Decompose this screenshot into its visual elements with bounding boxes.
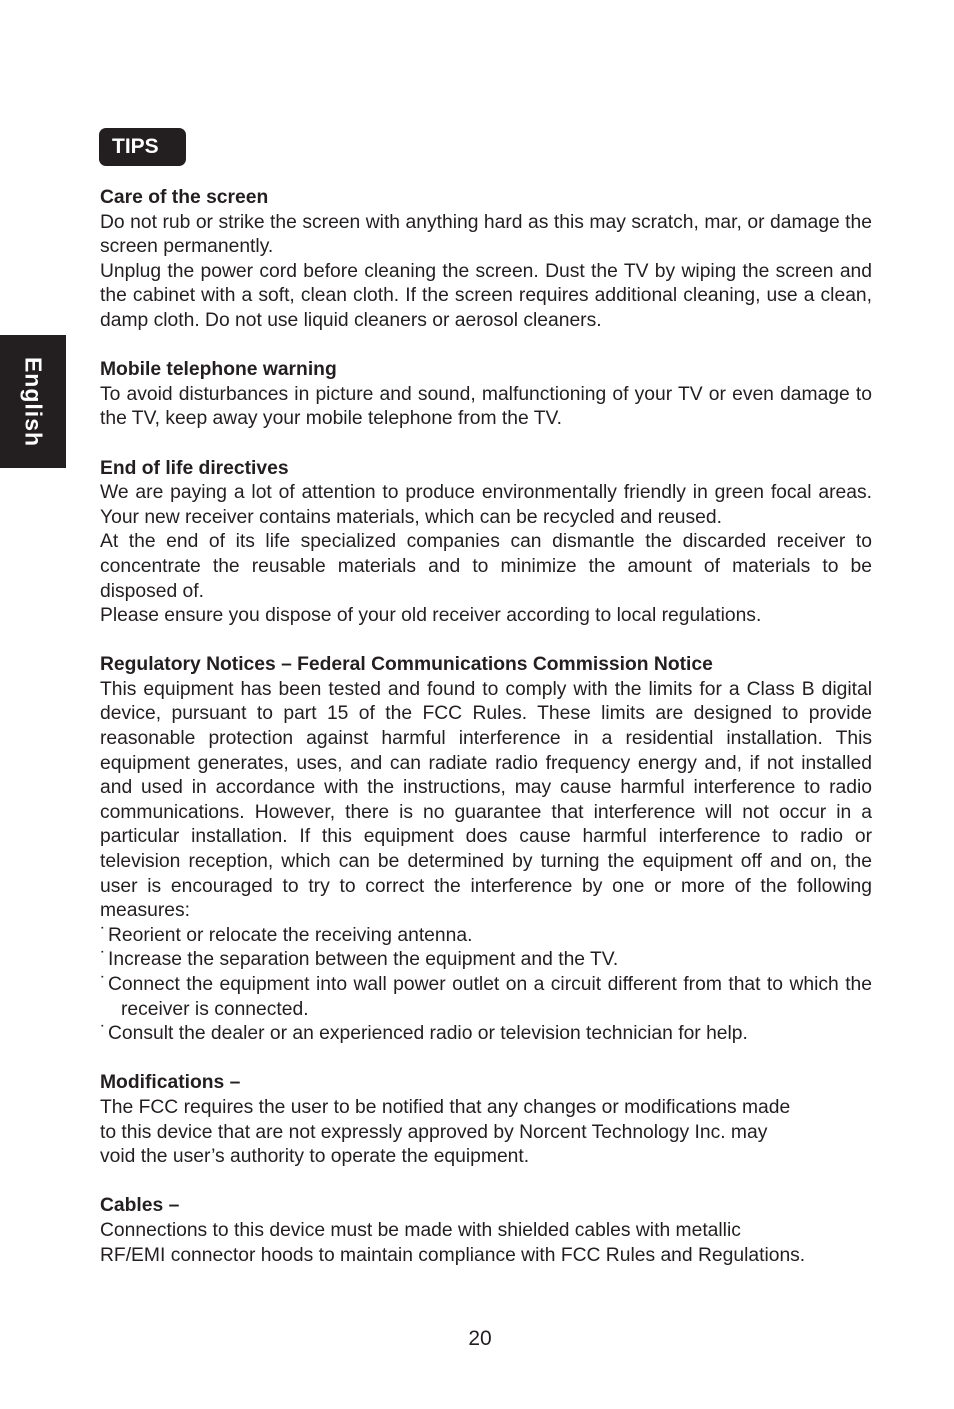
page-number: 20 [468, 1327, 492, 1350]
list-item [100, 924, 872, 949]
paragraph: To avoid disturbances in picture and sound, malfunctioning of your TV or even damage to the TV, keep away your mobile telephone from the TV. [100, 383, 872, 430]
text-line: Connections to this device must be made with shielded cables with metallic [100, 1219, 741, 1241]
section-care-of-screen [100, 186, 872, 334]
section-end-of-life [100, 457, 872, 629]
section-heading: Mobile telephone warning [100, 359, 337, 381]
list-item-text: Increase the separation between the equipment and the TV. [108, 949, 619, 971]
bullet-mark: ˙ [100, 1023, 107, 1045]
bullet-mark: ˙ [100, 924, 107, 946]
section-cables [100, 1194, 872, 1268]
paragraph: We are paying a lot of attention to produce environmentally friendly in green focal areas. Your new receiver contains materials, which can be recycled and reused. [100, 482, 872, 528]
paragraph: Please ensure you dispose of your old receiver according to local regulations. [100, 605, 762, 627]
language-tab [0, 335, 66, 468]
section-heading: Modifications – [100, 1072, 241, 1094]
section-fcc-notice [100, 653, 872, 1047]
section-heading: Cables – [100, 1195, 180, 1217]
paragraph: Do not rub or strike the screen with anything hard as this may scratch, mar, or damage the screen permanently. [100, 211, 872, 258]
list-item [100, 1022, 872, 1047]
section-heading: End of life directives [100, 457, 289, 479]
text-line: to this device that are not expressly approved by Norcent Technology Inc. may [100, 1121, 768, 1143]
language-tab-label: English [20, 356, 47, 447]
section-heading: Regulatory Notices – Federal Communications Commission Notice [100, 654, 713, 676]
text-line: RF/EMI connector hoods to maintain compliance with FCC Rules and Regulations. [100, 1244, 806, 1266]
list-item [100, 973, 872, 1022]
paragraph: Unplug the power cord before cleaning the screen. Dust the TV by wiping the screen and the cabinet with a soft, clean cloth. If the screen requires additional cleaning, use a clean, damp cloth. Do not use liquid cleaners or aerosol cleaners. [100, 260, 872, 331]
list-item-text: Consult the dealer or an experienced radio or television technician for help. [108, 1023, 748, 1045]
list-item [100, 948, 872, 973]
bullet-mark: ˙ [100, 974, 107, 995]
section-mobile-warning [100, 358, 872, 432]
section-heading: Care of the screen [100, 187, 269, 208]
page-content [100, 186, 872, 1293]
list-item-text: Connect the equipment into wall power outlet on a circuit different from that to which the receiver is connected. [108, 974, 872, 1020]
text-line: The FCC requires the user to be notified that any changes or modifications made [100, 1096, 791, 1118]
list-item-text: Reorient or relocate the receiving antenna. [108, 924, 473, 946]
section-modifications [100, 1071, 872, 1169]
bullet-mark: ˙ [100, 949, 107, 971]
text-line: void the user’s authority to operate the equipment. [100, 1146, 530, 1168]
measures-list [100, 924, 872, 1047]
paragraph: This equipment has been tested and found to comply with the limits for a Class B digital device, pursuant to part 15 of the FCC Rules. These limits are designed to provide reasonable protection against harmful interference in a residential installation. This equipment generates, uses, and can radiate radio frequency energy and, if not installed and used in accordance with the instructions, may cause harmful interference to radio communications. However, there is no guarantee that interference will not occur in a particular installation. If this equipment does cause harmful interference to radio or television reception, which can be determined by turning the equipment off and on, the user is encouraged to try to correct the interference by one or more of the following measures: [100, 678, 872, 922]
tips-badge: TIPS [99, 128, 186, 166]
paragraph: At the end of its life specialized companies can dismantle the discarded receiver to concentrate the reusable materials and to minimize the amount of materials to be disposed of. [100, 531, 872, 602]
